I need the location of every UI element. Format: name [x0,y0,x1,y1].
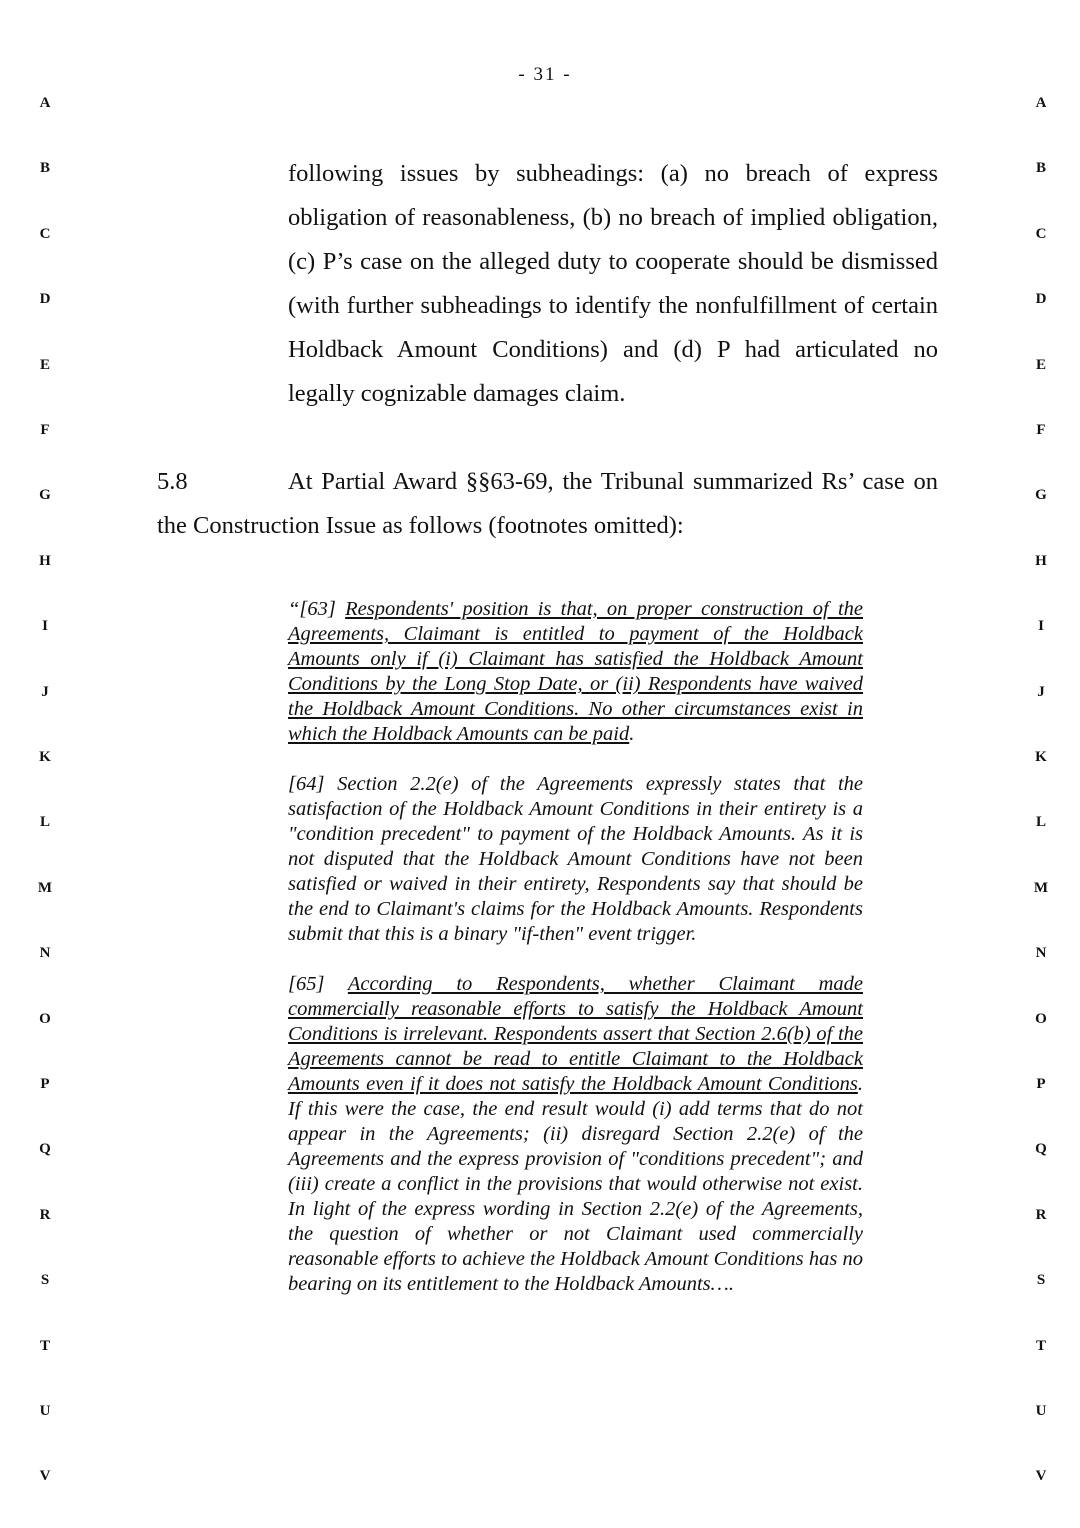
right-margin-letter-t: T [1035,1337,1046,1354]
right-margin-letter-n: N [1035,945,1047,962]
left-margin-letter-b: B [39,160,50,177]
left-margin-letter-q: Q [39,1141,51,1158]
right-margin-letter-k: K [1035,749,1047,765]
quote-65-prefix: [65] [288,973,348,995]
left-margin-letter-l: L [39,814,50,831]
left-margin-letter-p: P [40,1076,50,1092]
left-margin-letter-i: I [42,618,48,635]
right-margin-letter-s: S [1036,1272,1046,1289]
right-margin-letter-v: V [1035,1468,1047,1485]
right-margin-letter-h: H [1035,552,1047,569]
quote-65-suffix: . If this were the case, the end result would (i) add terms that do not appear in the Agreements; (ii) disregard Section 2.2(e) of the Agreements and the express provision of "conditions precedent"; and (iii) create a conflict in the provisions that would otherwise not exist. In light of the express wording in Section 2.2(e) of the Agreements, the question of whether or not Claimant used commercially reasonable efforts to achieve the Holdback Amount Conditions has no bearing on its entitlement to the Holdback Amounts…. [288,1073,863,1295]
left-margin-letter-c: C [39,225,51,242]
left-margin-letter-f: F [40,422,50,438]
right-margin-letter-q: Q [1035,1141,1047,1158]
quote-paragraph-65 [288,972,863,1297]
left-margin-letter-v: V [39,1468,51,1485]
right-margin-letter-b: B [1035,160,1046,177]
right-margin-letter-i: I [1038,618,1044,635]
left-margin-letter-j: J [41,683,49,700]
right-margin-letter-r: R [1035,1206,1047,1223]
page-number: - 31 - [518,64,572,85]
paragraph-5-8: At Partial Award §§63-69, the Tribunal summarized Rs’ case on the Construction Issue as follows (footnotes omitted): [157,468,938,539]
left-margin-letter-g: G [39,487,51,504]
left-margin-letter-h: H [39,552,51,569]
right-margin-letter-a: A [1035,95,1047,111]
right-margin-letter-m: M [1033,879,1049,896]
right-margin-letter-o: O [1035,1010,1047,1027]
quote-paragraph-63 [288,597,863,747]
quote-63-underlined: Respondents' position is that, on proper construction of the Agreements, Claimant is entitled to payment of the Holdback Amounts only if (i) Claimant has satisfied the Holdback Amount Conditions by the Long Stop Date, or (ii) Respondents have waived the Holdback Amount Conditions. No other circumstances exist in which the Holdback Amounts can be paid [288,598,863,745]
quote-63-suffix: . [629,723,635,745]
left-margin-letter-d: D [39,291,51,308]
right-margin-letter-u: U [1035,1403,1047,1419]
right-margin-letter-g: G [1035,487,1047,504]
right-margin-letter-l: L [1035,814,1046,831]
left-margin-letter-t: T [39,1337,50,1354]
paragraph-continuation: following issues by subheadings: (a) no breach of express obligation of reasonableness, (b) no breach of implied obligation, (c) P’s case on the alleged duty to cooperate should be dismissed (with further subheadings to identify the nonfulfillment of certain Holdback Amount Conditions) and (d) P had articulated no legally cognizable damages claim. [288,160,938,407]
quote-paragraph-64: [64] Section 2.2(e) of the Agreements expressly states that the satisfaction of the Holdback Amount Conditions in their entirety is a "condition precedent" to payment of the Holdback Amounts. As it is not disputed that the Holdback Amount Conditions have not been satisfied or waived in their entirety, Respondents say that should be the end to Claimant's claims for the Holdback Amounts. Respondents submit that this is a binary "if-then" event trigger. [288,773,863,945]
paragraph-number: 5.8 [157,468,188,495]
left-margin-letter-e: E [39,356,50,373]
right-margin-letter-j: J [1037,683,1045,700]
left-margin-letters [30,0,60,1528]
left-margin-letter-k: K [39,749,51,765]
left-margin-letter-m: M [37,879,53,896]
quote-63-prefix: “[63] [288,598,346,620]
right-margin-letter-p: P [1036,1076,1046,1092]
right-margin-letters [1026,0,1056,1528]
left-margin-letter-o: O [39,1010,51,1027]
left-margin-letter-r: R [39,1206,51,1223]
right-margin-letter-f: F [1036,422,1046,438]
left-margin-letter-s: S [40,1272,50,1289]
left-margin-letter-a: A [39,95,51,111]
left-margin-letter-n: N [39,945,51,962]
left-margin-letter-u: U [39,1403,51,1419]
right-margin-letter-e: E [1035,356,1046,373]
right-margin-letter-d: D [1035,291,1047,308]
quote-65-underlined: According to Respondents, whether Claimant made commercially reasonable efforts to satisfy the Holdback Amount Conditions is irrelevant. Respondents assert that Section 2.6(b) of the Agreements cannot be read to entitle Claimant to the Holdback Amounts even if it does not satisfy the Holdback Amount Conditions [288,973,863,1095]
right-margin-letter-c: C [1035,225,1047,242]
